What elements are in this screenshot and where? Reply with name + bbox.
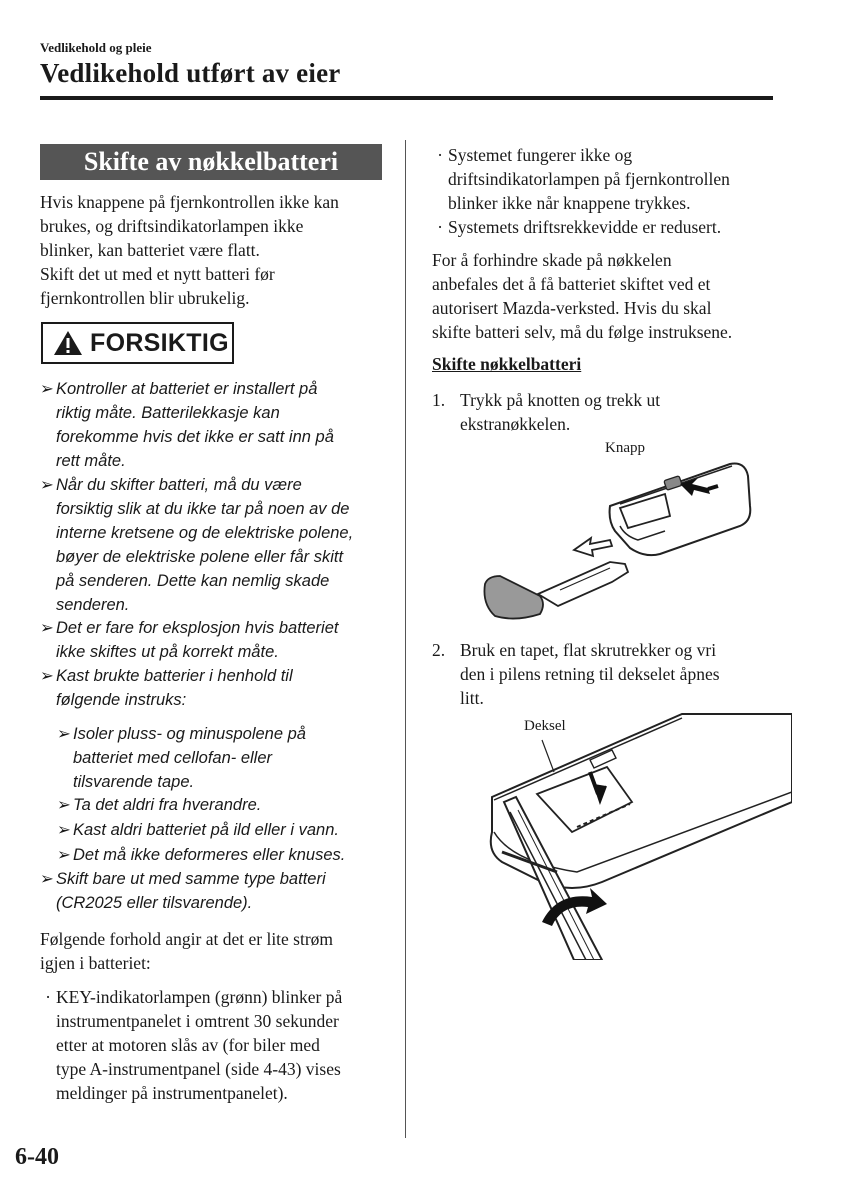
bullet-text: blinker ikke når knappene trykkes.: [448, 193, 691, 213]
caution-text: Ta det aldri fra hverandre.: [73, 796, 262, 814]
caution-item: [40, 473, 353, 617]
caution-item: [40, 616, 338, 664]
arrow-bullet-icon: ➢: [40, 667, 54, 685]
bullet-dot-icon: ·: [45, 987, 51, 1007]
caution-label: FORSIKTIG: [90, 328, 229, 357]
caution-item: [40, 664, 293, 712]
sub-caution-item: [57, 843, 345, 867]
caution-text: ikke skiftes ut på korrekt måte.: [56, 643, 279, 661]
arrow-bullet-icon: ➢: [40, 380, 54, 398]
bullet-text: Systemet fungerer ikke og: [448, 145, 633, 165]
text-line: autorisert Mazda-verksted. Hvis du skal: [432, 298, 712, 318]
warning-triangle-icon: [53, 330, 83, 356]
running-header: Vedlikehold og pleie: [40, 40, 152, 55]
intro-line: fjernkontrollen blir ubrukelig.: [40, 288, 250, 308]
cover-opening-figure: [482, 712, 792, 960]
procedure-heading: Skifte nøkkelbatteri: [432, 354, 582, 374]
intro-line: Hvis knappene på fjernkontrollen ikke kan: [40, 192, 339, 212]
sub-caution-item: [57, 818, 339, 842]
intro-paragraph: [40, 190, 385, 310]
bullet-text: Systemets driftsrekkevidde er redusert.: [448, 217, 722, 237]
bullet-text: type A-instrumentpanel (side 4-43) vises: [56, 1059, 341, 1079]
arrow-bullet-icon: ➢: [40, 619, 54, 637]
caution-text: Kontroller at batteriet er installert på: [56, 380, 318, 398]
arrow-bullet-icon: ➢: [40, 870, 54, 888]
key-removal-figure: [460, 436, 760, 626]
caution-text: Kast aldri batteriet på ild eller i vann.: [73, 821, 339, 839]
arrow-bullet-icon: ➢: [57, 821, 71, 839]
caution-text: rett måte.: [56, 452, 126, 470]
caution-text: (CR2025 eller tilsvarende).: [56, 894, 253, 912]
caution-item: [40, 377, 334, 473]
step-1: [432, 388, 792, 436]
button-label: Knapp: [605, 440, 645, 456]
symptom-list: [432, 143, 792, 239]
step-number: 1.: [432, 390, 446, 410]
caution-item: [40, 867, 326, 915]
caution-text: batteriet med cellofan- eller: [73, 749, 273, 767]
caution-text: Skift bare ut med samme type batteri: [56, 870, 326, 888]
text-line: anbefales det å få batteriet skiftet ved et: [432, 274, 711, 294]
page-number: 6-40: [15, 1144, 59, 1170]
step-text: litt.: [460, 688, 484, 708]
bullet-text: etter at motoren slås av (for biler med: [56, 1035, 320, 1055]
step-2: [432, 638, 792, 710]
low-power-intro: [40, 927, 333, 975]
caution-box: [41, 322, 234, 364]
bullet-text: meldinger på instrumentpanelet).: [56, 1083, 288, 1103]
bullet-text: KEY-indikatorlampen (grønn) blinker på: [56, 987, 343, 1007]
text-line: skifte batteri selv, må du følge instruksene.: [432, 322, 733, 342]
arrow-bullet-icon: ➢: [57, 846, 71, 864]
caution-text: Det må ikke deformeres eller knuses.: [73, 846, 346, 864]
step-number: 2.: [432, 640, 446, 660]
intro-line: brukes, og driftsindikatorlampen ikke: [40, 216, 304, 236]
caution-text: interne kretsene og de elektriske polene,: [56, 524, 354, 542]
text-line: For å forhindre skade på nøkkelen: [432, 250, 672, 270]
bullet-dot-icon: ·: [437, 217, 443, 237]
sub-caution-item: [57, 722, 306, 794]
step-text: den i pilens retning til dekselet åpnes: [460, 664, 720, 684]
caution-text: Isoler pluss- og minuspolene på: [73, 725, 306, 743]
caution-text: Når du skifter batteri, må du være: [56, 476, 302, 494]
bullet-dot-icon: ·: [437, 145, 443, 165]
step-text: ekstranøkkelen.: [460, 414, 571, 434]
caution-text: følgende instruks:: [56, 691, 187, 709]
bullet-text: instrumentpanelet i omtrent 30 sekunder: [56, 1011, 339, 1031]
caution-text: riktig måte. Batterilekkasje kan: [56, 404, 280, 422]
intro-line: blinker, kan batteriet være flatt.: [40, 240, 260, 260]
section-title: Skifte av nøkkelbatteri: [40, 144, 382, 180]
cover-label: Deksel: [524, 718, 566, 734]
caution-text: forsiktig slik at du ikke tar på noen av de: [56, 500, 350, 518]
caution-text: senderen.: [56, 596, 130, 614]
page-title: Vedlikehold utført av eier: [40, 58, 341, 88]
column-divider: [405, 140, 406, 1138]
header-rule: [40, 96, 773, 100]
arrow-bullet-icon: ➢: [57, 725, 71, 743]
caution-text: på senderen. Dette kan nemlig skade: [56, 572, 330, 590]
caution-text: bøyer de elektriske polene eller får skitt: [56, 548, 344, 566]
bullet-text: driftsindikatorlampen på fjernkontrollen: [448, 169, 730, 189]
low-power-bullet: [40, 985, 342, 1105]
text-line: igjen i batteriet:: [40, 953, 151, 973]
sub-caution-item: [57, 793, 261, 817]
arrow-bullet-icon: ➢: [57, 796, 71, 814]
caution-text: Det er fare for eksplosjon hvis batteriet: [56, 619, 339, 637]
step-text: Trykk på knotten og trekk ut: [460, 390, 661, 410]
step-text: Bruk en tapet, flat skrutrekker og vri: [460, 640, 717, 660]
arrow-bullet-icon: ➢: [40, 476, 54, 494]
advice-paragraph: [432, 248, 792, 344]
text-line: Følgende forhold angir at det er lite strøm: [40, 929, 334, 949]
intro-line: Skift det ut med et nytt batteri før: [40, 264, 275, 284]
caution-text: tilsvarende tape.: [73, 773, 195, 791]
caution-text: Kast brukte batterier i henhold til: [56, 667, 293, 685]
caution-text: forekomme hvis det ikke er satt inn på: [56, 428, 334, 446]
